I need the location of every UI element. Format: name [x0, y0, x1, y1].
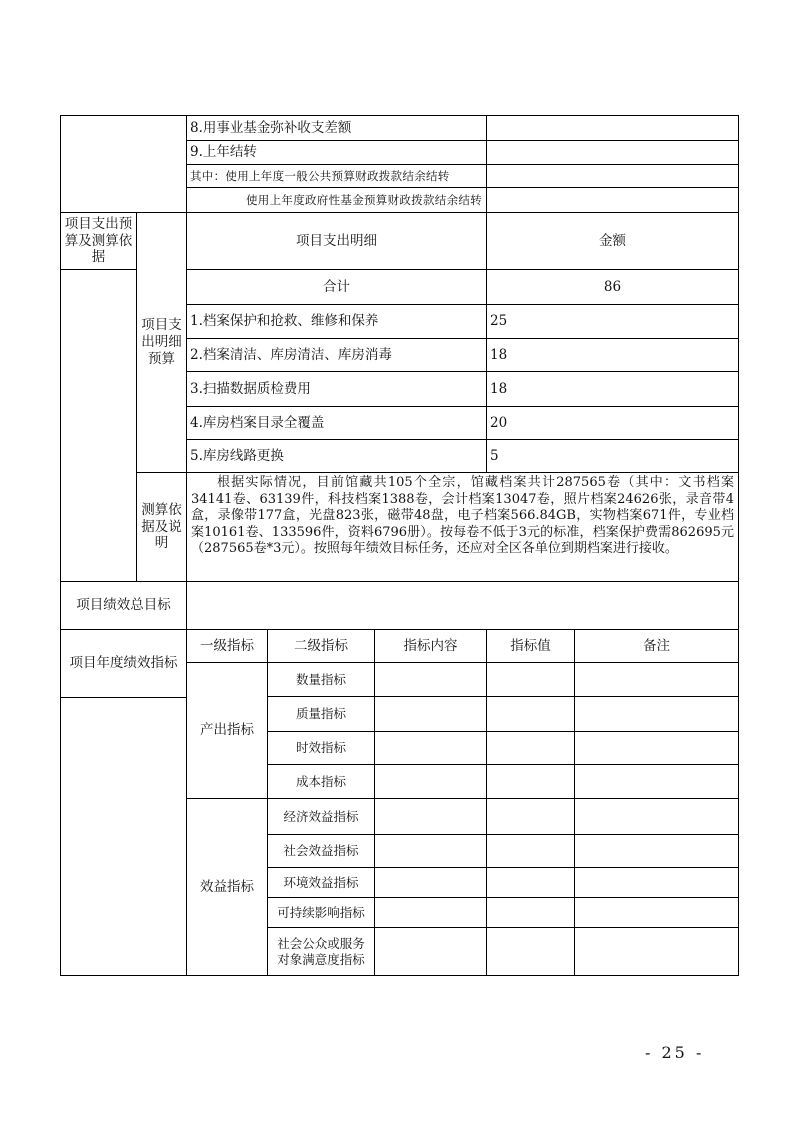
budget-item-name: 3.扫描数据质检费用 — [186, 371, 487, 407]
top-left-merged-cell — [60, 115, 187, 213]
budget-section-left-blank — [60, 269, 137, 582]
col-header-amount: 金额 — [486, 212, 739, 270]
total-goal-label: 项目绩效总目标 — [60, 581, 187, 630]
row-general-budget-carryover-value — [486, 164, 739, 188]
header-level1: 一级指标 — [186, 629, 268, 663]
indicator-content-cell — [374, 696, 487, 732]
total-goal-value — [186, 581, 739, 630]
indicator-remark-cell — [574, 662, 739, 697]
benefit-indicator-item: 社会效益指标 — [267, 834, 375, 868]
budget-item-name: 4.库房档案目录全覆盖 — [186, 406, 487, 440]
indicator-remark-cell — [574, 731, 739, 765]
indicator-value-cell — [486, 696, 575, 732]
budget-item-name: 5.库房线路更换 — [186, 439, 487, 473]
indicator-remark-cell — [574, 867, 739, 898]
detail-budget-label: 项目支出明细预算 — [136, 212, 187, 473]
basis-label: 测算依据及说明 — [136, 472, 187, 582]
row-gov-fund-carryover: 使用上年度政府性基金预算财政拨款结余结转 — [186, 187, 487, 213]
indicator-value-cell — [486, 662, 575, 697]
indicator-content-cell — [374, 927, 487, 976]
benefit-indicator-label: 效益指标 — [186, 798, 268, 976]
col-header-detail: 项目支出明细 — [186, 212, 487, 270]
indicator-remark-cell — [574, 696, 739, 732]
total-label: 合计 — [186, 269, 487, 305]
header-value: 指标值 — [486, 629, 575, 663]
output-indicator-item: 质量指标 — [267, 696, 375, 732]
benefit-indicator-item: 环境效益指标 — [267, 867, 375, 898]
indicator-remark-cell — [574, 764, 739, 799]
budget-item-name: 1.档案保护和抢救、维修和保养 — [186, 304, 487, 339]
indicator-content-cell — [374, 764, 487, 799]
budget-section-label: 项目支出预算及测算依据 — [60, 212, 137, 270]
total-value: 86 — [486, 269, 739, 305]
basis-text-cell — [186, 472, 739, 582]
indicator-value-cell — [486, 867, 575, 898]
row-prior-carryover-value — [486, 140, 739, 165]
indicator-remark-cell — [574, 834, 739, 868]
indicator-content-cell — [374, 798, 487, 835]
row-business-fund-value — [486, 115, 739, 141]
budget-item-amount: 25 — [486, 304, 739, 339]
basis-text: 根据实际情况，目前馆藏共105个全宗，馆藏档案共计287565卷（其中：文书档案34141卷、63139件，科技档案1388卷，会计档案13047卷，照片档案24626张，录音带4盒，录像带177盒，光盘823张，磁带48盘，电子档案566.84GB，实物档案671件，专业档案10161卷、133596件，资料6796册）。按每卷不低于3元的标准，档案保护费需862695元（287565卷*3元）。按照每年绩效目标任务，还应对全区各单位到期档案进行接收。 — [191, 475, 734, 556]
indicator-content-cell — [374, 834, 487, 868]
output-indicator-item: 时效指标 — [267, 731, 375, 765]
header-remark: 备注 — [574, 629, 739, 663]
indicator-value-cell — [486, 834, 575, 868]
header-level2: 二级指标 — [267, 629, 375, 663]
indicator-value-cell — [486, 731, 575, 765]
indicator-remark-cell — [574, 798, 739, 835]
benefit-indicator-item: 经济效益指标 — [267, 798, 375, 835]
indicator-remark-cell — [574, 927, 739, 976]
indicator-content-cell — [374, 731, 487, 765]
annual-indicator-label: 项目年度绩效指标 — [60, 629, 187, 698]
indicator-value-cell — [486, 798, 575, 835]
row-business-fund: 8.用事业基金弥补收支差额 — [186, 115, 487, 141]
output-indicator-label: 产出指标 — [186, 662, 268, 799]
row-prior-carryover: 9.上年结转 — [186, 140, 487, 165]
header-content: 指标内容 — [374, 629, 487, 663]
indicator-value-cell — [486, 764, 575, 799]
budget-item-amount: 5 — [486, 439, 739, 473]
budget-item-amount: 20 — [486, 406, 739, 440]
annual-indicator-left-blank — [60, 697, 187, 976]
indicator-value-cell — [486, 897, 575, 928]
output-indicator-item: 成本指标 — [267, 764, 375, 799]
indicator-content-cell — [374, 662, 487, 697]
budget-item-name: 2.档案清洁、库房清洁、库房消毒 — [186, 338, 487, 372]
indicator-content-cell — [374, 897, 487, 928]
benefit-indicator-item: 可持续影响指标 — [267, 897, 375, 928]
indicator-content-cell — [374, 867, 487, 898]
row-general-budget-carryover: 其中：使用上年度一般公共预算财政拨款结余结转 — [186, 164, 487, 188]
indicator-value-cell — [486, 927, 575, 976]
output-indicator-item: 数量指标 — [267, 662, 375, 697]
benefit-indicator-item: 社会公众或服务对象满意度指标 — [267, 927, 375, 976]
budget-item-amount: 18 — [486, 338, 739, 372]
row-gov-fund-carryover-value — [486, 187, 739, 213]
indicator-remark-cell — [574, 897, 739, 928]
page-number: - 25 - — [645, 1043, 705, 1062]
budget-item-amount: 18 — [486, 371, 739, 407]
